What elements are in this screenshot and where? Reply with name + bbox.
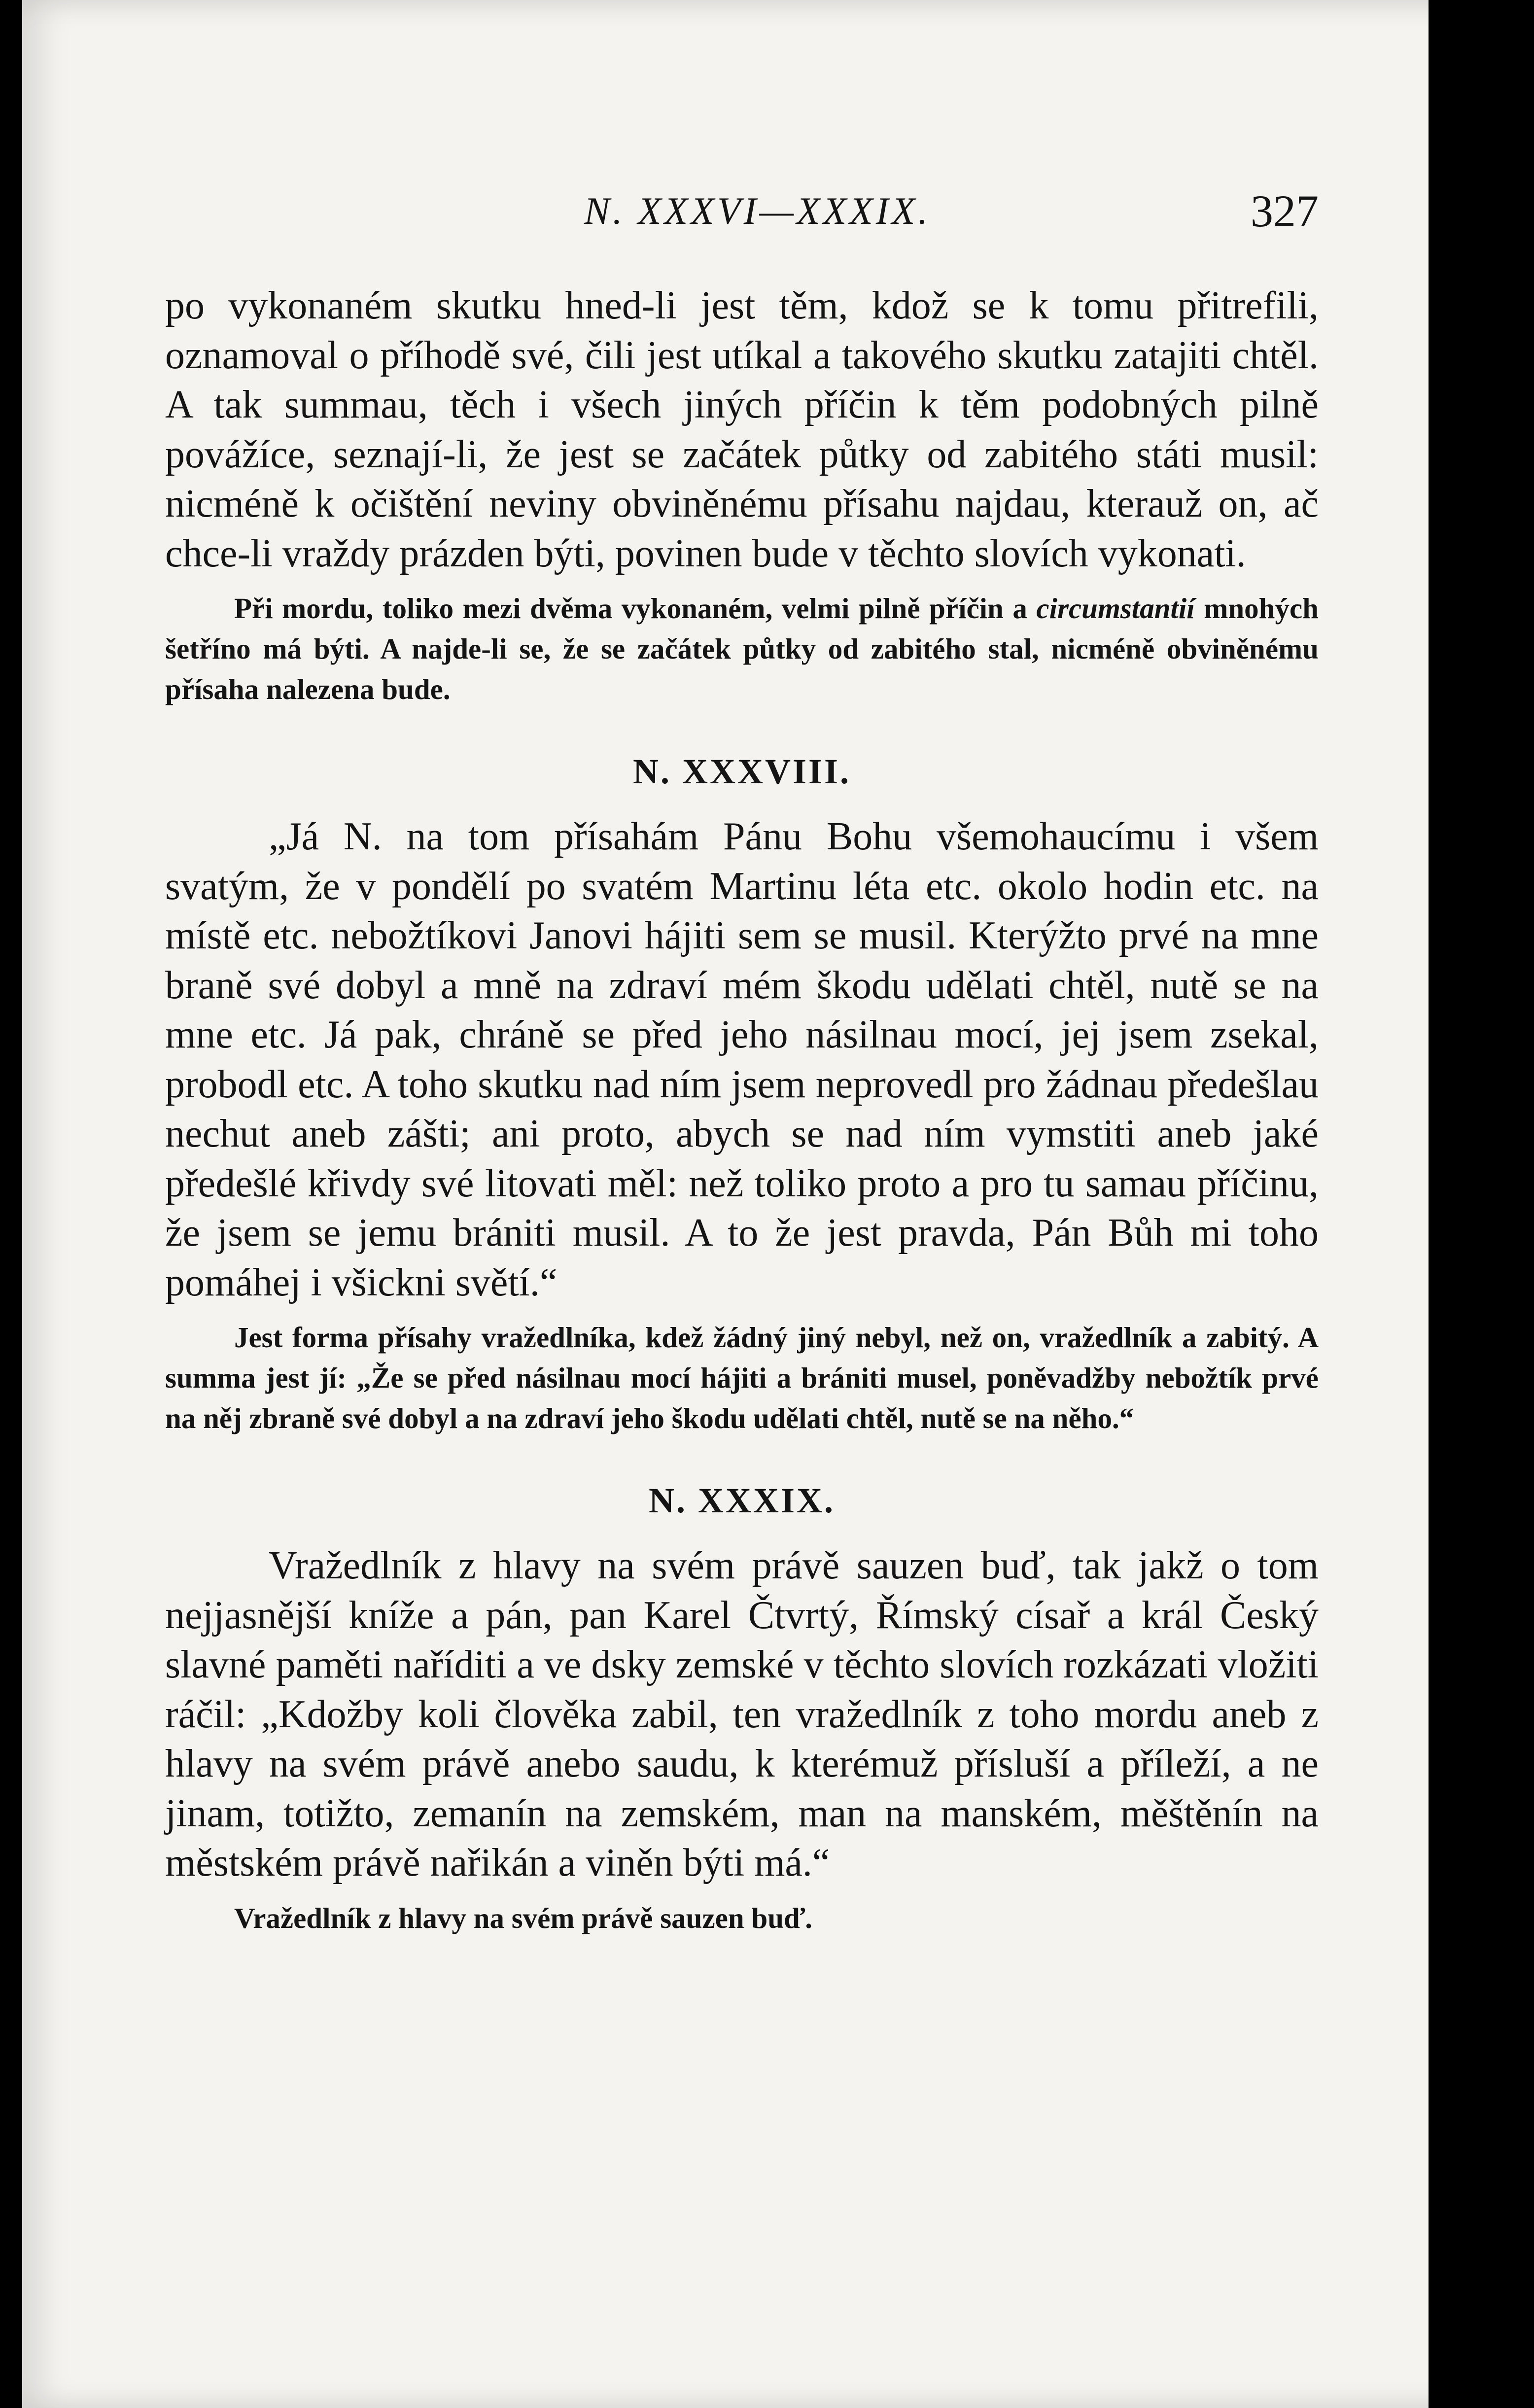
note-text-end: mnohých šetříno má býti. A najde-li se, že se začátek půtky od zabitého stal, nicméně obviněnému přísaha nalezena bude. [165, 592, 1319, 705]
section-heading-xxxix: N. XXXIX. [649, 1481, 835, 1520]
continued-paragraph: po vykonaném skutku hned-li jest těm, kdož se k tomu přitrefili, oznamoval o příhodě své, čili jest utíkal a takového skutku zatajiti chtěl. A tak summau, těch i všech jiných příčin k těm podobných pilně povážíce, seznají-li, že jest se začátek půtky od zabitého státi musil: nicméně k očištění neviny obviněnému přísahu najdau, kterauž on, ač chce-li vraždy prázden býti, povinen bude v těchto slovích vykonati. [165, 284, 1319, 575]
scan-edge [1429, 0, 1481, 2408]
page-header [564, 185, 1319, 239]
running-head: N. XXXVI—XXXIX. [584, 189, 931, 232]
page-number: 327 [1251, 186, 1319, 236]
commentary-note: Jest forma přísahy vražedlníka, kdež žádný jiný nebyl, než on, vražedlník a zabitý. A summa jest jí: „Že se před násilnau mocí hájiti a brániti musel, poněvadžby nebožtík prvé na něj zbraně své dobyl a na zdraví jeho škodu udělati chtěl, nutě se na něho.“ [165, 1321, 1319, 1434]
book-page [22, 0, 1481, 2408]
law-paragraph: Vražedlník z hlavy na svém právě sauzen buď, tak jakž o tom nejjasnější kníže a pán, pan Karel Čtvrtý, Římský císař a král Český slavné paměti naříditi a ve dsky zemské v těchto slovích rozkázati vložiti ráčil: „Kdožby koli člověka zabil, ten vražedlník z toho mordu aneb z hlavy na svém právě anebo saudu, k kterémuž přísluší a příleží, a ne jinam, totižto, zemanín na zemském, man na manském, měštěnín na městském právě nařikán a viněn býti má.“ [165, 1544, 1319, 1885]
page-content [165, 281, 1319, 1938]
note-latin-term: circumstantií [1036, 592, 1195, 625]
oath-paragraph: „Já N. na tom přísahám Pánu Bohu všemohaucímu i všem svatým, že v pondělí po svatém Martinu léta etc. okolo hodin etc. na místě etc. nebožtíkovi Janovi hájiti sem se musil. Kterýžto prvé na mne braně své dobyl a mně na zdraví mém škodu udělati chtěl, nutě se na mne etc. Já pak, chráně se před jeho násilnau mocí, jej jsem zsekal, probodl etc. A toho skutku nad ním jsem neprovedl pro žádnau předešlau nechut aneb zášti; ani proto, abych se nad ním vymstiti aneb jaké předešlé křivdy své litovati měl: než toliko proto a pro tu samau příčinu, že jsem se jemu brániti musil. A to že jest pravda, Pán Bůh mi toho pomáhej i všickni světí.“ [165, 815, 1319, 1304]
section-heading-xxxviii: N. XXXVIII. [632, 752, 851, 791]
commentary-note [165, 588, 1319, 709]
commentary-note: Vražedlník z hlavy na svém právě sauzen buď. [234, 1901, 813, 1934]
note-text-start: Při mordu, toliko mezi dvěma vykonaném, velmi pilně příčin a [234, 592, 1037, 625]
